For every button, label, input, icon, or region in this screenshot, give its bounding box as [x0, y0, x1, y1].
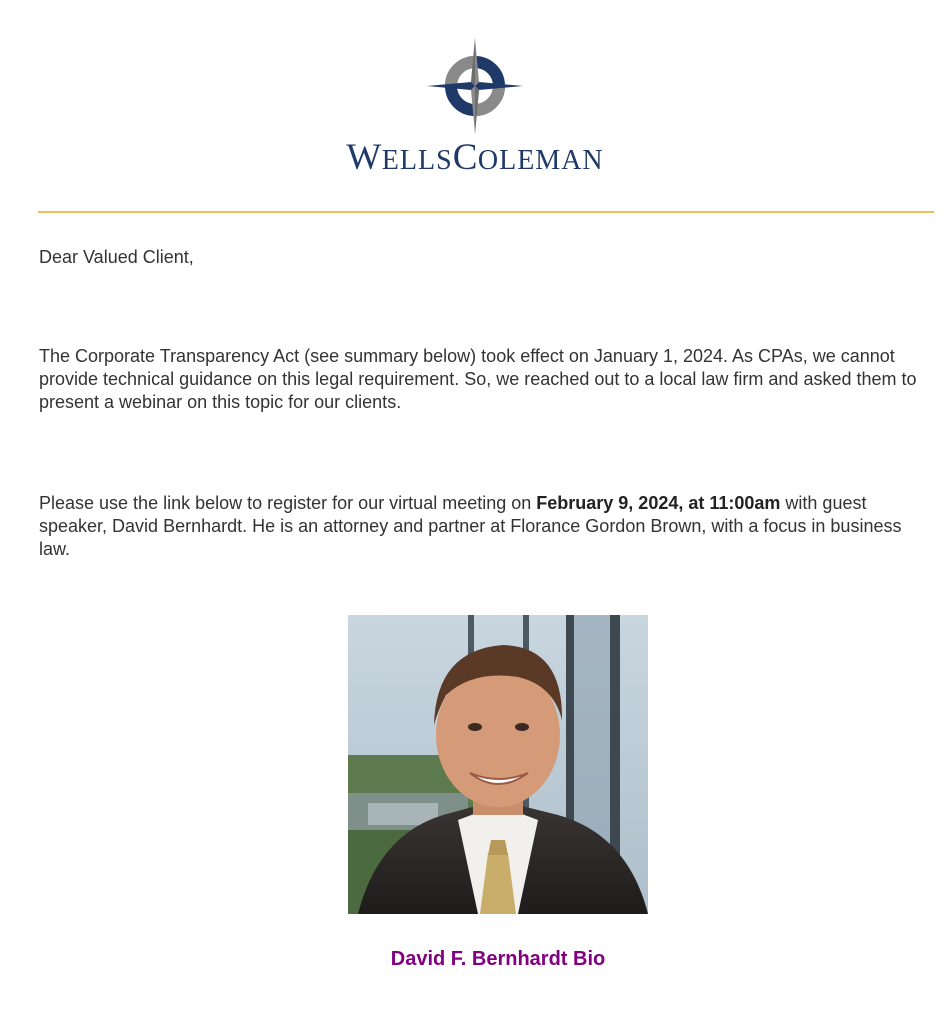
compass-star-icon — [425, 36, 525, 136]
speaker-bio-link[interactable]: David F. Bernhardt Bio — [390, 948, 606, 970]
greeting: Dear Valued Client, — [39, 247, 194, 267]
event-date-time: February 9, 2024, at 11:00am — [536, 493, 781, 513]
company-logo — [0, 36, 950, 181]
intro-paragraph: The Corporate Transparency Act (see summary below) took effect on January 1, 2024. As CPAs, we cannot provide technical guidance on this legal requirement. So, we reached out to a local law firm and asked them to present a webinar on this topic for our clients. — [39, 346, 917, 412]
registration-paragraph: Please use the link below to register for our virtual meeting on February 9, 2024, at 11:00am with guest speaker, David Bernhardt. He is an attorney and partner at Florance Gordon Brown, with a focus in business law. — [39, 493, 902, 559]
speaker-photo — [348, 615, 648, 914]
header-divider — [38, 211, 934, 213]
company-wordmark: WELLSCOLEMAN — [346, 137, 604, 178]
